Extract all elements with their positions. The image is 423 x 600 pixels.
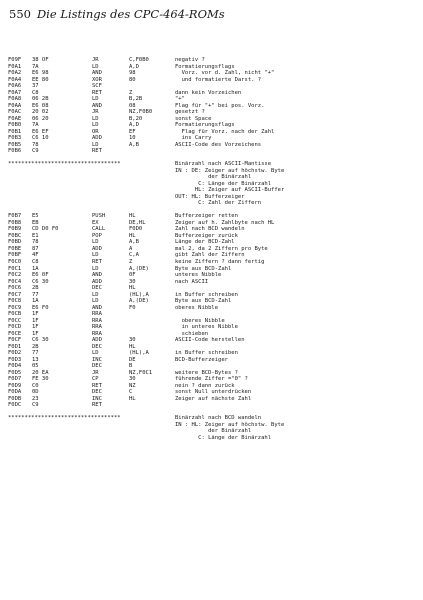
- listing-bytes: 23: [32, 395, 39, 402]
- listing-address: F0A6: [8, 83, 22, 90]
- listing-bytes: C6 30: [32, 337, 49, 344]
- listing-operand: HL: [129, 232, 136, 239]
- listing-address: F0DC: [8, 402, 22, 409]
- listing-mnemonic: RET: [92, 258, 102, 265]
- listing-comment: führende Ziffer ="0" ?: [175, 376, 248, 383]
- listing-comment: dann kein Vorzeichen: [175, 89, 242, 96]
- listing-mnemonic: LD: [92, 141, 99, 148]
- listing-bytes: C6 30: [32, 278, 49, 285]
- listing-mnemonic: LD: [92, 252, 99, 259]
- listing-bytes: 06 20: [32, 115, 49, 122]
- listing-comment: ASCII-Code herstellen: [175, 337, 245, 344]
- listing-mnemonic: DEC: [92, 285, 102, 292]
- listing-mnemonic: PUSH: [92, 213, 106, 220]
- listing-comment: unteres Nibble: [175, 272, 222, 279]
- listing-operand: HL: [129, 285, 136, 292]
- listing-mnemonic: LD: [92, 115, 99, 122]
- listing-comment: Binärzahl nach BCD wandeln: [175, 415, 262, 422]
- listing-comment: der Binärzahl: [175, 174, 252, 181]
- listing-operand: A,(DE): [129, 298, 149, 305]
- listing-bytes: 20 EA: [32, 369, 49, 376]
- listing-operand: NZ: [129, 382, 136, 389]
- listing-bytes: 1A: [32, 298, 39, 305]
- listing-address: F0D9: [8, 382, 22, 389]
- listing-comment: Flag für Vorz. nach der Zahl: [175, 128, 275, 135]
- listing-mnemonic: LD: [92, 63, 99, 70]
- listing-operand: 30: [129, 337, 136, 344]
- listing-bytes: 05: [32, 363, 39, 370]
- listing-address: F0AA: [8, 102, 22, 109]
- listing-mnemonic: CP: [92, 376, 99, 383]
- listing-mnemonic: INC: [92, 356, 102, 363]
- listing-bytes: 1F: [32, 324, 39, 331]
- listing-mnemonic: LD: [92, 122, 99, 129]
- listing-bytes: E6 F0: [32, 304, 49, 311]
- listing-comment: in unteres Nibble: [175, 324, 238, 331]
- listing-address: F0C7: [8, 291, 22, 298]
- listing-comment: Zeiger auf nächste Zahl: [175, 395, 252, 402]
- listing-bytes: 7A: [32, 122, 39, 129]
- listing-mnemonic: RRA: [92, 324, 102, 331]
- listing-comment: Vorz. vor d. Zahl, nicht "+": [175, 70, 275, 77]
- page-title: Die Listings des CPC-464-ROMs: [36, 7, 225, 21]
- listing-mnemonic: JR: [92, 369, 99, 376]
- listing-mnemonic: LD: [92, 298, 99, 305]
- listing-comment: negativ ?: [175, 57, 205, 63]
- listing-address: F0C4: [8, 278, 22, 285]
- listing-comment: Byte aus BCD-Zahl: [175, 265, 232, 272]
- listing-mnemonic: RRA: [92, 317, 102, 324]
- listing-mnemonic: DEC: [92, 363, 102, 370]
- listing-mnemonic: OR: [92, 128, 99, 135]
- listing-bytes: E6 98: [32, 70, 49, 77]
- listing-bytes: FE 30: [32, 376, 49, 383]
- listing-bytes: 13: [32, 356, 39, 363]
- listing-bytes: CD D0 F0: [32, 226, 59, 233]
- listing-address: F0DB: [8, 395, 22, 402]
- listing-bytes: E6 EF: [32, 128, 49, 135]
- listing-mnemonic: JR: [92, 57, 99, 63]
- listing-address: F0C1: [8, 265, 22, 272]
- listing-comment: in Buffer schreiben: [175, 350, 238, 357]
- listing-operand: 10: [129, 135, 136, 142]
- listing-address: F0B9: [8, 226, 22, 233]
- listing-operand: NZ,F0C1: [129, 369, 153, 376]
- listing-comment: nach ASCII: [175, 278, 209, 285]
- listing-comment: sonst Space: [175, 115, 212, 122]
- listing-bytes: E5: [32, 213, 39, 220]
- listing-bytes: EB: [32, 219, 39, 226]
- listing-comment: OUT: HL: Bufferzeiger: [175, 193, 245, 200]
- listing-address: F0BD: [8, 239, 22, 246]
- listing-mnemonic: ADD: [92, 245, 102, 252]
- listing-bytes: 06 2B: [32, 96, 49, 103]
- listing-address: F0BC: [8, 232, 22, 239]
- listing-comment: und formatierte Darst. ?: [175, 76, 262, 83]
- listing-operand: B,20: [129, 115, 143, 122]
- listing-address: F0BF: [8, 252, 22, 259]
- listing-address: F0A1: [8, 63, 22, 70]
- listing-address: F0B8: [8, 219, 22, 226]
- listing-bytes: 4F: [32, 252, 39, 259]
- listing-comment: sonst Null unterdrücken: [175, 389, 252, 396]
- listing-address: F0CD: [8, 324, 22, 331]
- listing-bytes: 77: [32, 350, 39, 357]
- listing-comment: nein ? dann zurück: [175, 382, 235, 389]
- listing-bytes: 87: [32, 245, 39, 252]
- listing-comment: IN : DE: Zeiger auf höchstw. Byte: [175, 167, 285, 174]
- listing-operand: C: [129, 389, 133, 396]
- listing-comment: Formatierungsflags: [175, 122, 235, 129]
- listing-bytes: E6 0F: [32, 272, 49, 279]
- listing-address: F0C8: [8, 298, 22, 305]
- listing-bytes: 7A: [32, 63, 39, 70]
- listing-operand: EF: [129, 128, 136, 135]
- listing-comment: C: Zahl der Ziffern: [175, 200, 262, 207]
- listing-mnemonic: AND: [92, 102, 102, 109]
- listing-address: F0B1: [8, 128, 22, 135]
- listing-operand: C,F0B0: [129, 57, 149, 63]
- listing-operand: HL: [129, 343, 136, 350]
- listing-mnemonic: LD: [92, 239, 99, 246]
- listing-operand: F0: [129, 304, 136, 311]
- listing-address: F0B7: [8, 213, 22, 220]
- listing-comment: Binärzahl nach ASCII-Mantisse: [175, 161, 272, 168]
- listing-mnemonic: RRA: [92, 330, 102, 337]
- listing-bytes: 0D: [32, 389, 39, 396]
- listing-comment: Byte aus BCD-Zahl: [175, 298, 232, 305]
- listing-bytes: 1A: [32, 265, 39, 272]
- listing-bytes: 20 02: [32, 109, 49, 116]
- listing-mnemonic: CALL: [92, 226, 106, 233]
- listing-operand: A,(DE): [129, 265, 149, 272]
- listing-address: **********************************: [8, 161, 121, 168]
- listing-operand: 80: [129, 76, 136, 83]
- listing-operand: B: [129, 363, 133, 370]
- listing-operand: A: [129, 245, 133, 252]
- listing-comment: schieben: [175, 330, 209, 337]
- listing-address: F0D3: [8, 356, 22, 363]
- listing-address: F0A7: [8, 89, 22, 96]
- listing-operand: C,A: [129, 252, 139, 259]
- listing-bytes: 1F: [32, 311, 39, 318]
- listing-address: F0C9: [8, 304, 22, 311]
- listing-mnemonic: AND: [92, 272, 102, 279]
- listing-mnemonic: XOR: [92, 76, 102, 83]
- listing-comment: Zeiger auf h. Zahlbyte nach HL: [175, 219, 275, 226]
- listing-comment: BCD-Bufferzeiger: [175, 356, 228, 363]
- listing-operand: A,D: [129, 122, 139, 129]
- listing-operand: NZ,F0B0: [129, 109, 153, 116]
- listing-address: F0A8: [8, 96, 22, 103]
- listing-address: F0CE: [8, 330, 22, 337]
- listing-address: F0C2: [8, 272, 22, 279]
- listing-address: F0CC: [8, 317, 22, 324]
- listing-comment: Formatierungsflags: [175, 63, 235, 70]
- listing-mnemonic: ADD: [92, 278, 102, 285]
- listing-mnemonic: EX: [92, 219, 99, 226]
- listing-bytes: 37: [32, 83, 39, 90]
- listing-address: F0D4: [8, 363, 22, 370]
- listing-address: F0D5: [8, 369, 22, 376]
- listing-address: F0D2: [8, 350, 22, 357]
- listing-mnemonic: LD: [92, 96, 99, 103]
- listing-bytes: C9: [32, 402, 39, 409]
- listing-comment: C: Länge der Binärzahl: [175, 180, 272, 187]
- listing-mnemonic: RET: [92, 402, 102, 409]
- listing-comment: C: Länge der Binärzahl: [175, 434, 272, 441]
- listing-operand: HL: [129, 395, 136, 402]
- listing-bytes: C8: [32, 258, 39, 265]
- listing-mnemonic: ADD: [92, 135, 102, 142]
- listing-address: **********************************: [8, 415, 121, 422]
- listing-mnemonic: RET: [92, 382, 102, 389]
- listing-address: F0CF: [8, 337, 22, 344]
- listing-mnemonic: JR: [92, 109, 99, 116]
- listing-comment: Flag für "+" bei pos. Vorz.: [175, 102, 265, 109]
- listing-mnemonic: INC: [92, 395, 102, 402]
- listing-address: F0B0: [8, 122, 22, 129]
- listing-comment: keine Ziffern ? dann fertig: [175, 258, 265, 265]
- listing-bytes: EE 80: [32, 76, 49, 83]
- listing-operand: Z: [129, 258, 133, 265]
- listing-mnemonic: AND: [92, 304, 102, 311]
- listing-bytes: E6 08: [32, 102, 49, 109]
- listing-comment: oberes Nibble: [175, 317, 225, 324]
- listing-mnemonic: POP: [92, 232, 102, 239]
- listing-comment: gesetzt ?: [175, 109, 205, 116]
- listing-mnemonic: LD: [92, 265, 99, 272]
- listing-mnemonic: SCF: [92, 83, 102, 90]
- listing-operand: A,D: [129, 63, 139, 70]
- listing-mnemonic: ADD: [92, 337, 102, 344]
- page-header: [9, 7, 225, 21]
- listing-address: F0B6: [8, 148, 22, 155]
- listing-operand: DE: [129, 356, 136, 363]
- listing-bytes: C8: [32, 89, 39, 96]
- listing-bytes: 38 OF: [32, 57, 49, 63]
- listing-operand: DE,HL: [129, 219, 146, 226]
- listing-mnemonic: DEC: [92, 343, 102, 350]
- listing-operand: HL: [129, 213, 136, 220]
- listing-comment: IN : HL: Zeiger auf höchstw. Byte: [175, 421, 285, 428]
- listing-comment: HL: Zeiger auf ASCII-Buffer: [175, 187, 285, 194]
- listing-mnemonic: RRA: [92, 311, 102, 318]
- listing-address: F0BE: [8, 245, 22, 252]
- listing-operand: 30: [129, 278, 136, 285]
- listing-comment: Bufferzeiger zurück: [175, 232, 238, 239]
- listing-operand: Z: [129, 89, 133, 96]
- listing-comment: Bufferzeiger retten: [175, 213, 238, 220]
- listing-address: F09F: [8, 57, 22, 63]
- listing-operand: B,2B: [129, 96, 143, 103]
- listing-comment: Länge der BCD-Zahl: [175, 239, 235, 246]
- listing-bytes: 2B: [32, 285, 39, 292]
- listing-bytes: 1F: [32, 330, 39, 337]
- listing-operand: A,B: [129, 141, 139, 148]
- listing-comment: weitere BCD-Bytes ?: [175, 369, 238, 376]
- page-number: 550: [9, 7, 31, 21]
- listing-comment: mal 2, da 2 Ziffern pro Byte: [175, 245, 268, 252]
- listing-operand: 08: [129, 102, 136, 109]
- listing-mnemonic: RET: [92, 148, 102, 155]
- listing-operand: 0F: [129, 272, 136, 279]
- listing-bytes: 77: [32, 291, 39, 298]
- listing-address: F0D7: [8, 376, 22, 383]
- listing-mnemonic: RET: [92, 89, 102, 96]
- listing-bytes: 2B: [32, 343, 39, 350]
- listing-bytes: 1F: [32, 317, 39, 324]
- listing-address: F0B3: [8, 135, 22, 142]
- listing-address: F0C0: [8, 258, 22, 265]
- listing-operand: A,B: [129, 239, 139, 246]
- listing-mnemonic: DEC: [92, 389, 102, 396]
- listing-address: F0D1: [8, 343, 22, 350]
- listing-address: F0B5: [8, 141, 22, 148]
- listing-operand: 98: [129, 70, 136, 77]
- listing-mnemonic: LD: [92, 291, 99, 298]
- listing-bytes: E1: [32, 232, 39, 239]
- listing-bytes: C6 10: [32, 135, 49, 142]
- listing-comment: Zahl nach BCD wandeln: [175, 226, 245, 233]
- listing-bytes: C0: [32, 382, 39, 389]
- listing-comment: der Binärzahl: [175, 428, 252, 435]
- listing-address: F0DA: [8, 389, 22, 396]
- listing-mnemonic: LD: [92, 350, 99, 357]
- listing-comment: in Buffer schreiben: [175, 291, 238, 298]
- listing-address: F0CB: [8, 311, 22, 318]
- listing-comment: "+": [175, 96, 185, 103]
- listing-address: F0A2: [8, 70, 22, 77]
- listing-bytes: C9: [32, 148, 39, 155]
- listing-address: F0C6: [8, 285, 22, 292]
- listing-address: F0AE: [8, 115, 22, 122]
- listing-bytes: 78: [32, 141, 39, 148]
- listing-address: F0A4: [8, 76, 22, 83]
- listing-operand: F0D0: [129, 226, 143, 233]
- listing-operand: 30: [129, 376, 136, 383]
- listing-mnemonic: AND: [92, 70, 102, 77]
- listing-comment: gibt Zahl der Ziffern: [175, 252, 245, 259]
- listing-comment: ins Carry: [175, 135, 212, 142]
- listing-operand: (HL),A: [129, 291, 149, 298]
- listing-comment: oberes Nibble: [175, 304, 219, 311]
- listing-address: F0AC: [8, 109, 22, 116]
- listing-operand: (HL),A: [129, 350, 149, 357]
- listing-comment: ASCII-Code des Vorzeichens: [175, 141, 262, 148]
- listing-bytes: 78: [32, 239, 39, 246]
